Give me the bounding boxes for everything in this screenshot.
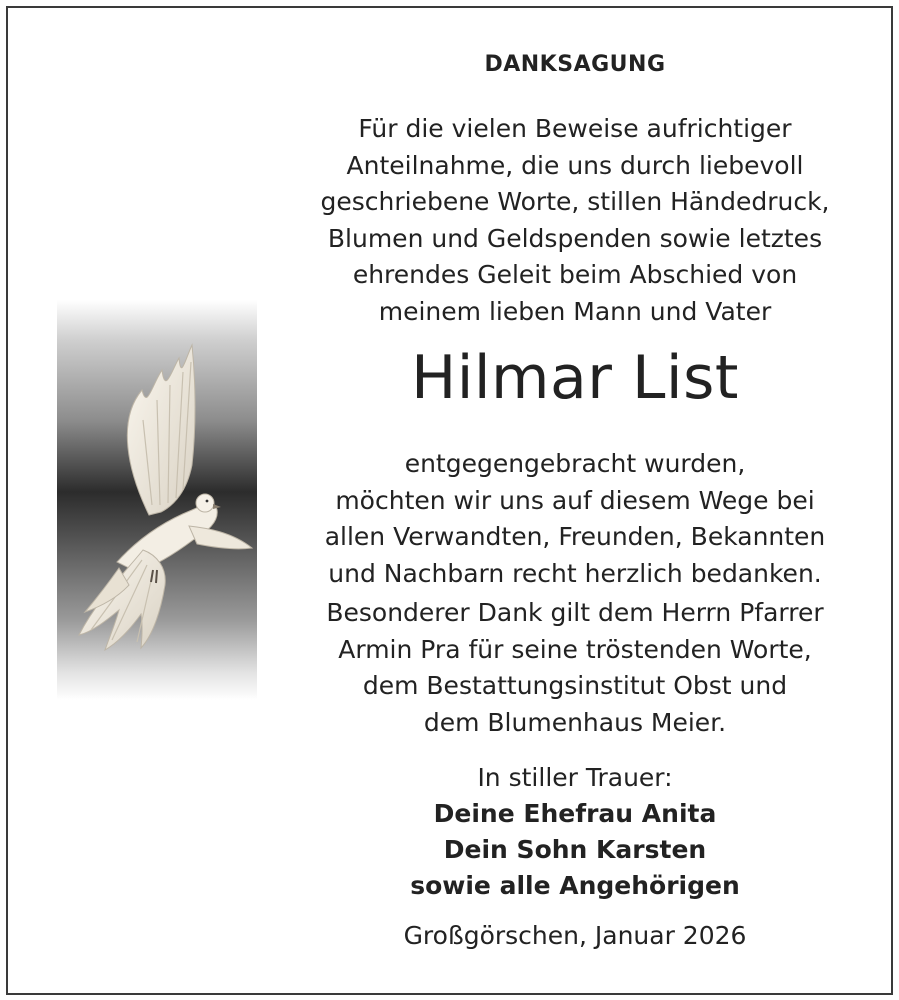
text-line: Für die vielen Beweise aufrichtiger xyxy=(358,114,792,143)
text-line: meinem lieben Mann und Vater xyxy=(378,296,772,326)
deceased-name: Hilmar List xyxy=(411,343,739,413)
text-line: dem Blumenhaus Meier. xyxy=(423,707,727,737)
mourner-line: Dein Sohn Karsten xyxy=(443,835,707,864)
special-thanks-paragraph xyxy=(290,595,860,741)
dove-image xyxy=(57,300,257,700)
text-line: allen Verwandten, Freunden, Bekannten xyxy=(324,522,826,551)
text-line: geschriebene Worte, stillen Händedruck, xyxy=(320,187,830,216)
text-line: Blumen und Geldspenden sowie letztes xyxy=(327,223,823,253)
text-line: ehrendes Geleit beim Abschied von xyxy=(352,260,798,289)
thanks-paragraph xyxy=(290,446,860,592)
dove-icon xyxy=(57,300,257,700)
mourning-label: In stiller Trauer: xyxy=(477,763,673,792)
text-line: Anteilnahme, die uns durch liebevoll xyxy=(346,150,804,180)
text-line: Armin Pra für seine tröstenden Worte, xyxy=(338,634,812,664)
text-line: dem Bestattungsinstitut Obst und xyxy=(362,671,788,700)
intro-paragraph xyxy=(290,111,860,330)
notice-heading: DANKSAGUNG xyxy=(484,52,666,77)
mourner-line: sowie alle Angehörigen xyxy=(410,871,740,900)
text-line: entgegengebracht wurden, xyxy=(404,449,746,478)
text-line: möchten wir uns auf diesem Wege bei xyxy=(335,485,815,515)
text-line: und Nachbarn recht herzlich bedanken. xyxy=(328,558,822,588)
place-date: Großgörschen, Januar 2026 xyxy=(403,921,747,950)
text-line: Besonderer Dank gilt dem Herrn Pfarrer xyxy=(326,598,824,627)
mourner-line: Deine Ehefrau Anita xyxy=(433,799,717,828)
mourners-block xyxy=(290,760,860,904)
